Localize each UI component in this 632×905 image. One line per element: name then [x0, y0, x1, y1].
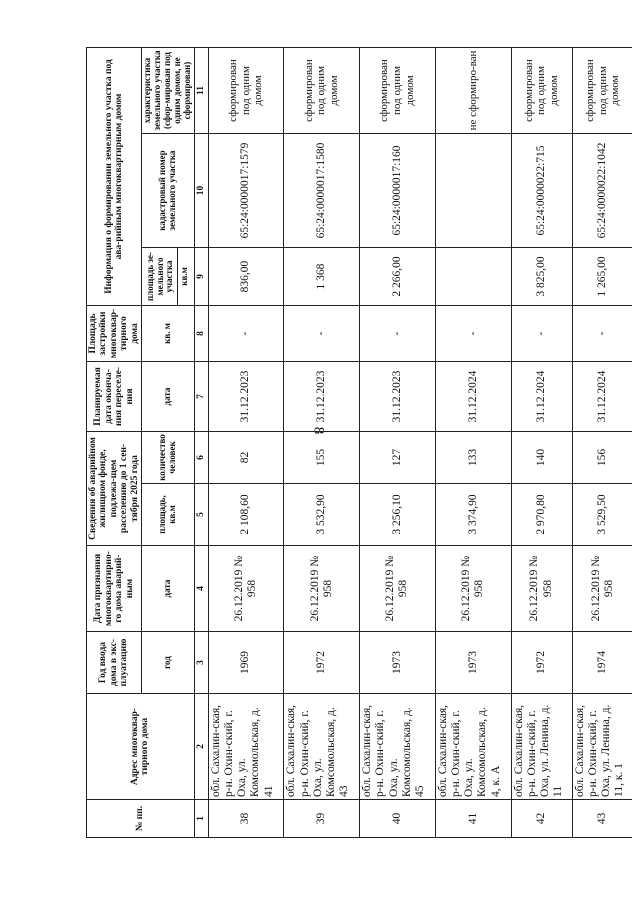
row-people: 82 — [208, 432, 284, 484]
row-year: 1972 — [284, 632, 360, 694]
table-row — [572, 47, 632, 837]
subheader-land-area: кв.м — [177, 248, 190, 305]
row-people: 156 — [572, 432, 632, 484]
row-area: 2 108,60 — [208, 484, 284, 546]
subheader-resettle-date: дата — [142, 362, 194, 432]
column-number: 5 — [194, 484, 208, 546]
subheader-people: количество человек — [142, 432, 194, 484]
subheader-year: год — [142, 632, 194, 694]
row-resettle-date: 31.12.2024 — [572, 362, 632, 432]
row-cadastral: 65:24:0000022:715 — [511, 134, 572, 248]
row-build-area: - — [208, 306, 284, 362]
row-land-area: 1 265,00 — [572, 248, 632, 306]
table-row — [360, 47, 436, 837]
row-land-area: 836,00 — [208, 248, 284, 306]
row-number: 41 — [435, 800, 511, 838]
row-resettle-date: 31.12.2023 — [284, 362, 360, 432]
header-year: Год ввода дома в экс-плуатацию — [87, 632, 142, 694]
row-year: 1973 — [435, 632, 511, 694]
row-area: 3 256,10 — [360, 484, 436, 546]
row-people: 140 — [511, 432, 572, 484]
row-number: 42 — [511, 800, 572, 838]
column-number: 9 — [194, 248, 208, 306]
row-land-area: 2 266,00 — [360, 248, 436, 306]
row-number: 38 — [208, 800, 284, 838]
row-status: сформирован под одним домом — [572, 47, 632, 133]
table-row — [208, 47, 284, 837]
row-status: сформирован под одним домом — [208, 47, 284, 133]
header-build-area: Площадь застройки многоквар-тирного дома — [87, 306, 142, 362]
table-row — [511, 47, 572, 837]
header-emergency-date: Дата признания многоквартирно-го дома аварий-ным — [87, 546, 142, 632]
column-number: 3 — [194, 632, 208, 694]
emergency-housing-table — [86, 47, 632, 838]
row-number: 39 — [284, 800, 360, 838]
row-emergency-date: 26.12.2019 № 958 — [284, 546, 360, 632]
column-number: 6 — [194, 432, 208, 484]
row-year: 1973 — [360, 632, 436, 694]
row-year: 1974 — [572, 632, 632, 694]
column-number: 11 — [194, 47, 208, 133]
header-number: № пп. — [87, 800, 195, 838]
row-emergency-date: 26.12.2019 № 958 — [435, 546, 511, 632]
column-number: 7 — [194, 362, 208, 432]
column-number: 4 — [194, 546, 208, 632]
column-number: 1 — [194, 800, 208, 838]
column-number: 2 — [194, 694, 208, 800]
row-status: сформирован под одним домом — [284, 47, 360, 133]
row-resettle-date: 31.12.2024 — [511, 362, 572, 432]
row-status: не сформиро-ван — [435, 47, 511, 133]
subheader-date: дата — [142, 546, 194, 632]
row-status: сформирован под одним домом — [511, 47, 572, 133]
row-emergency-date: 26.12.2019 № 958 — [360, 546, 436, 632]
row-build-area: - — [284, 306, 360, 362]
header-land-info: Информация о формировании земельного участка под ава-рийным многоквартирным домом — [87, 47, 142, 305]
row-land-area: 3 825,00 — [511, 248, 572, 306]
row-people: 133 — [435, 432, 511, 484]
header-address: Адрес многоквар-тирного дома — [87, 694, 195, 800]
row-area: 3 532,90 — [284, 484, 360, 546]
row-emergency-date: 26.12.2019 № 958 — [511, 546, 572, 632]
row-year: 1969 — [208, 632, 284, 694]
column-number: 8 — [194, 306, 208, 362]
row-people: 127 — [360, 432, 436, 484]
header-status: характеристика земельного участка (сфор-мирован под одним домом, не сформирован) — [142, 47, 194, 133]
row-resettle-date: 31.12.2023 — [360, 362, 436, 432]
row-area: 3 374,90 — [435, 484, 511, 546]
row-number: 40 — [360, 800, 436, 838]
header-land-area-label: площадь зе-мельного участка — [144, 252, 175, 302]
row-status: сформирован под одним домом — [360, 47, 436, 133]
table-row — [284, 47, 360, 837]
row-land-area — [435, 248, 511, 306]
column-number: 10 — [194, 134, 208, 248]
row-build-area: - — [360, 306, 436, 362]
subheader-build-area: кв. м — [142, 306, 194, 362]
subheader-area: площадь, кв.м — [142, 484, 194, 546]
row-build-area: - — [435, 306, 511, 362]
header-land-area — [142, 248, 194, 306]
row-number: 43 — [572, 800, 632, 838]
row-cadastral: 65:24:0000022:1042 — [572, 134, 632, 248]
row-emergency-date: 26.12.2019 № 958 — [572, 546, 632, 632]
table-row — [435, 47, 511, 837]
row-cadastral: 65:24:0000017:160 — [360, 134, 436, 248]
row-people: 155 — [284, 432, 360, 484]
header-emergency-fund: Сведения об аварийном жилищном фонде, подлежа-щем расселению до 1 сен-тября 2025 года — [87, 432, 142, 546]
row-cadastral: 65:24:0000017:1580 — [284, 134, 360, 248]
header-cadastral: кадастровый номер земельного участка — [142, 134, 194, 248]
row-address: обл. Сахалин-ская, р-н. Охин-ский, г. Оха, ул. Комсомольская, д. 45 — [360, 694, 436, 800]
row-resettle-date: 31.12.2023 — [208, 362, 284, 432]
row-area: 2 970,80 — [511, 484, 572, 546]
page-number: 8 — [310, 426, 327, 435]
row-area: 3 529,50 — [572, 484, 632, 546]
header-resettle-date: Планируемая дата оконча-ния переселе-ния — [87, 362, 142, 432]
row-year: 1972 — [511, 632, 572, 694]
row-address: обл. Сахалин-ская, р-н. Охин-ский, г. Оха, ул. Ленина, д. 11 — [511, 694, 572, 800]
row-resettle-date: 31.12.2024 — [435, 362, 511, 432]
row-build-area: - — [511, 306, 572, 362]
row-address: обл. Сахалин-ская, р-н. Охин-ский, г. Оха, ул. Комсомольская, д. 43 — [284, 694, 360, 800]
row-address: обл. Сахалин-ская, р-н. Охин-ский, г. Оха, ул. Ленина, д. 11, к. 1 — [572, 694, 632, 800]
row-land-area: 1 368 — [284, 248, 360, 306]
row-emergency-date: 26.12.2019 № 958 — [208, 546, 284, 632]
row-cadastral — [435, 134, 511, 248]
rotated-table-container — [86, 48, 632, 838]
row-build-area: - — [572, 306, 632, 362]
row-cadastral: 65:24:0000017:1579 — [208, 134, 284, 248]
row-address: обл. Сахалин-ская, р-н. Охин-ский, г. Оха, ул. Комсомольская, д. 4, к. А — [435, 694, 511, 800]
row-address: обл. Сахалин-ская, р-н. Охин-ский, г. Оха, ул. Комсомольская, д. 41 — [208, 694, 284, 800]
